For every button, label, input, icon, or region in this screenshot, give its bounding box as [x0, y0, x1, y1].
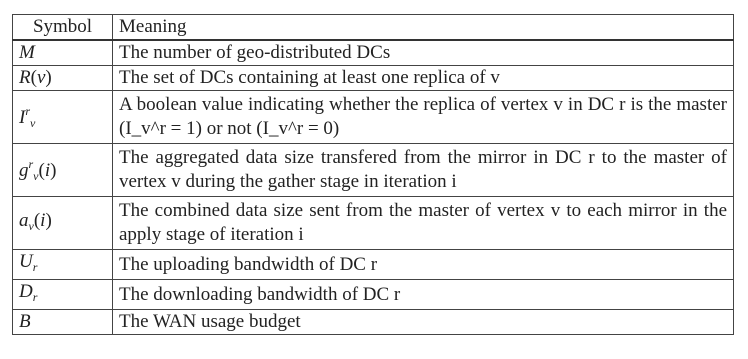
symbol-table-container [12, 14, 734, 335]
table-header-row [13, 15, 734, 41]
symbol-base: a [19, 209, 29, 231]
symbol-cell [13, 40, 113, 66]
symbol-base: D [19, 281, 33, 302]
symbol-argument: i [40, 209, 46, 231]
symbol-argument: i [44, 160, 51, 181]
meaning-cell: A boolean value indicating whether the replica of vertex v in DC r is the master (I_v^r = 1) or not (I_v^r = 0) [113, 91, 734, 144]
symbol-base: M [19, 42, 35, 63]
symbol-subscript: v [30, 116, 36, 130]
meaning-cell: The combined data size sent from the master of vertex v to each mirror in the apply stage of iteration i [113, 197, 734, 250]
symbol-cell [13, 310, 113, 335]
symbol-cell [13, 144, 113, 197]
symbol-superscript: r [25, 104, 30, 118]
symbol-cell [13, 66, 113, 91]
meaning-cell: The aggregated data size transfered from the mirror in DC r to the master of vertex v during the gather stage in iteration i [113, 144, 734, 197]
symbol-cell [13, 91, 113, 144]
symbol-open-paren: ( [33, 209, 41, 231]
symbol-subscript: r [32, 290, 38, 304]
table-row [13, 144, 734, 197]
symbol-base: I [19, 107, 26, 128]
symbol-column-header: Symbol [13, 15, 113, 41]
table-row [13, 280, 734, 310]
symbol-close-paren: ) [50, 160, 57, 181]
symbol-base: U [19, 251, 33, 272]
symbol-base: R [19, 67, 31, 88]
meaning-cell: The set of DCs containing at least one replica of v [113, 66, 734, 91]
symbol-open-paren: ( [38, 160, 45, 181]
meaning-cell: The WAN usage budget [113, 310, 734, 335]
table-row [13, 40, 734, 66]
symbol-open-paren: ( [30, 67, 37, 88]
meaning-cell: The downloading bandwidth of DC r [113, 280, 734, 310]
symbol-table [12, 14, 734, 335]
symbol-subscript: v [28, 218, 34, 233]
symbol-superscript: r [28, 157, 34, 171]
meaning-cell: The number of geo-distributed DCs [113, 40, 734, 66]
symbol-close-paren: ) [45, 209, 52, 231]
table-row [13, 250, 734, 280]
symbol-cell [13, 197, 113, 250]
table-row [13, 91, 734, 144]
symbol-subscript: r [32, 260, 38, 274]
symbol-base: B [19, 311, 31, 332]
symbol-cell [13, 250, 113, 280]
symbol-base: g [19, 160, 29, 181]
symbol-argument: v [36, 67, 46, 88]
table-row [13, 197, 734, 250]
table-row [13, 310, 734, 335]
meaning-column-header: Meaning [113, 15, 734, 41]
meaning-cell: The uploading bandwidth of DC r [113, 250, 734, 280]
symbol-subscript: v [33, 169, 39, 183]
table-row [13, 66, 734, 91]
symbol-close-paren: ) [45, 67, 52, 88]
symbol-cell [13, 280, 113, 310]
